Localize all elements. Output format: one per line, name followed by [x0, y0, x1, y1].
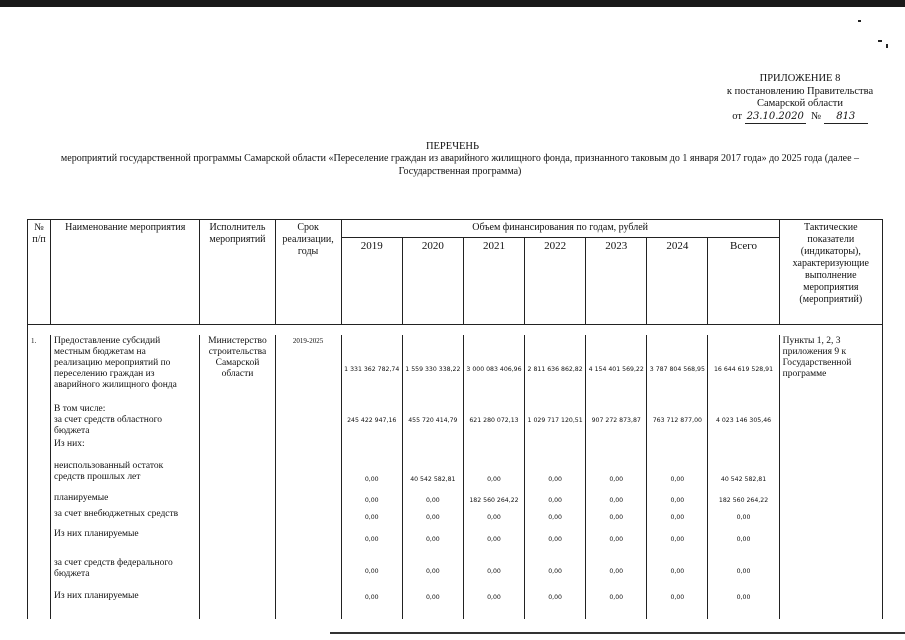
value-cell: 40 542 582,81 — [402, 460, 463, 492]
handwritten-date: 23.10.2020 — [745, 111, 806, 125]
value-cell: 0,00 — [647, 460, 708, 492]
value-cell: 0,00 — [647, 528, 708, 552]
value-cell: 0,00 — [341, 587, 402, 619]
header-term: Срок реализации, годы — [275, 220, 341, 325]
table-row — [28, 492, 883, 508]
header-funding: Объем финансирования по годам, рублей — [341, 220, 779, 238]
value-cell: 4 154 401 569,22 — [586, 335, 647, 403]
value-cell: 1 331 362 782,74 — [341, 335, 402, 403]
subrow-label: за счет внебюджетных средств — [51, 508, 200, 528]
scan-speck — [886, 44, 888, 48]
subrow-label: Из них планируемые — [51, 528, 200, 552]
measures-table — [27, 219, 883, 619]
value-cell: 0,00 — [341, 552, 402, 587]
row-number: 1. — [28, 335, 51, 403]
document-title: ПЕРЕЧЕНЬ — [425, 141, 480, 152]
value-cell: 0,00 — [463, 460, 524, 492]
header-year: 2020 — [402, 237, 463, 325]
table-row — [28, 508, 883, 528]
value-cell: 0,00 — [463, 528, 524, 552]
value-cell: 0,00 — [402, 528, 463, 552]
table-row — [28, 335, 883, 403]
value-cell: 0,00 — [341, 528, 402, 552]
value-cell: 0,00 — [647, 587, 708, 619]
row-name: Предоставление субсидий местным бюджетам на реализацию мероприятий по переселению граждан из аварийного жилищного фонда — [51, 335, 200, 403]
subrow-label: планируемые — [51, 492, 200, 508]
header-executor: Исполнитель мероприятий — [200, 220, 275, 325]
value-total-cell: 182 560 264,22 — [708, 492, 779, 508]
table-row — [28, 403, 883, 438]
appendix-line2: к постановлению Правительства — [726, 85, 874, 97]
scan-speck — [858, 20, 861, 22]
subrow-label: Из них планируемые — [51, 587, 200, 619]
table-row — [28, 460, 883, 492]
value-cell: 0,00 — [525, 508, 586, 528]
document-subtitle: мероприятий государственной программы Самарской области «Переселение граждан из аварийного жилищного фонда, признанного таковым до 1 января 2017 года» до 2025 года (далее – Государственная программа) — [60, 153, 860, 177]
value-cell: 0,00 — [586, 508, 647, 528]
value-cell: 0,00 — [341, 508, 402, 528]
appendix-date-line — [700, 111, 900, 125]
value-cell: 0,00 — [586, 492, 647, 508]
value-total-cell: 0,00 — [708, 587, 779, 619]
row-term: 2019-2025 — [275, 335, 341, 403]
value-total-cell: 4 023 146 305,46 — [708, 403, 779, 438]
subrow-label: В том числе: за счет средств областного бюджета — [51, 403, 200, 438]
header-year-total: Всего — [708, 237, 779, 325]
table-row — [28, 587, 883, 619]
value-cell: 0,00 — [463, 587, 524, 619]
row-executor: Министерство строительства Самарской области — [200, 335, 275, 403]
value-cell: 0,00 — [525, 587, 586, 619]
header-year: 2019 — [341, 237, 402, 325]
value-total-cell: 0,00 — [708, 528, 779, 552]
value-total-cell: 0,00 — [708, 552, 779, 587]
value-cell: 0,00 — [647, 508, 708, 528]
appendix-block — [700, 73, 900, 124]
handwritten-number: 813 — [824, 111, 868, 125]
value-total-cell: 16 644 619 528,91 — [708, 335, 779, 403]
header-name: Наименование мероприятия — [51, 220, 200, 325]
value-total-cell: 40 542 582,81 — [708, 460, 779, 492]
value-cell: 182 560 264,22 — [463, 492, 524, 508]
value-cell: 0,00 — [647, 492, 708, 508]
value-cell: 0,00 — [525, 460, 586, 492]
scan-bottom-border — [330, 632, 905, 634]
scan-speck — [878, 40, 882, 42]
value-cell: 621 280 072,13 — [463, 403, 524, 438]
value-cell: 0,00 — [463, 552, 524, 587]
value-cell: 2 811 636 862,82 — [525, 335, 586, 403]
value-cell: 0,00 — [586, 460, 647, 492]
value-cell: 0,00 — [402, 587, 463, 619]
header-year: 2023 — [586, 237, 647, 325]
value-cell: 763 712 877,00 — [647, 403, 708, 438]
value-cell: 3 787 804 568,95 — [647, 335, 708, 403]
value-cell: 455 720 414,79 — [402, 403, 463, 438]
header-year: 2022 — [525, 237, 586, 325]
header-year: 2024 — [647, 237, 708, 325]
scan-top-border — [0, 0, 905, 7]
value-cell: 245 422 947,16 — [341, 403, 402, 438]
value-cell: 1 029 717 120,51 — [525, 403, 586, 438]
value-cell: 0,00 — [586, 528, 647, 552]
value-total-cell: 0,00 — [708, 508, 779, 528]
value-cell: 0,00 — [586, 587, 647, 619]
value-cell: 0,00 — [402, 552, 463, 587]
row-tactical: Пункты 1, 2, 3 приложения 9 к Государственной программе — [779, 335, 882, 403]
header-year: 2021 — [463, 237, 524, 325]
value-cell: 0,00 — [402, 508, 463, 528]
subrow-label: неиспользованный остаток средств прошлых лет — [51, 460, 200, 492]
table-row — [28, 438, 883, 460]
table-row — [28, 528, 883, 552]
appendix-line3: Самарской области — [757, 98, 843, 109]
subrow-label: Из них: — [51, 438, 200, 460]
value-cell: 0,00 — [402, 492, 463, 508]
table-row — [28, 552, 883, 587]
value-cell: 0,00 — [586, 552, 647, 587]
appendix-line1: ПРИЛОЖЕНИЕ 8 — [759, 73, 841, 84]
value-cell: 0,00 — [341, 492, 402, 508]
value-cell: 3 000 083 406,96 — [463, 335, 524, 403]
subrow-label: за счет средств федерального бюджета — [51, 552, 200, 587]
value-cell: 0,00 — [525, 492, 586, 508]
value-cell: 907 272 873,87 — [586, 403, 647, 438]
value-cell: 0,00 — [525, 528, 586, 552]
value-cell: 0,00 — [525, 552, 586, 587]
header-tactical: Тактические показатели (индикаторы), характеризующие выполнение мероприятия (мероприятий) — [779, 220, 882, 325]
number-prefix: № — [811, 110, 822, 122]
value-cell: 0,00 — [647, 552, 708, 587]
value-cell: 0,00 — [463, 508, 524, 528]
date-prefix: от — [732, 110, 742, 122]
value-cell: 1 559 330 338,22 — [402, 335, 463, 403]
header-num: № п/п — [28, 220, 51, 325]
value-cell: 0,00 — [341, 460, 402, 492]
